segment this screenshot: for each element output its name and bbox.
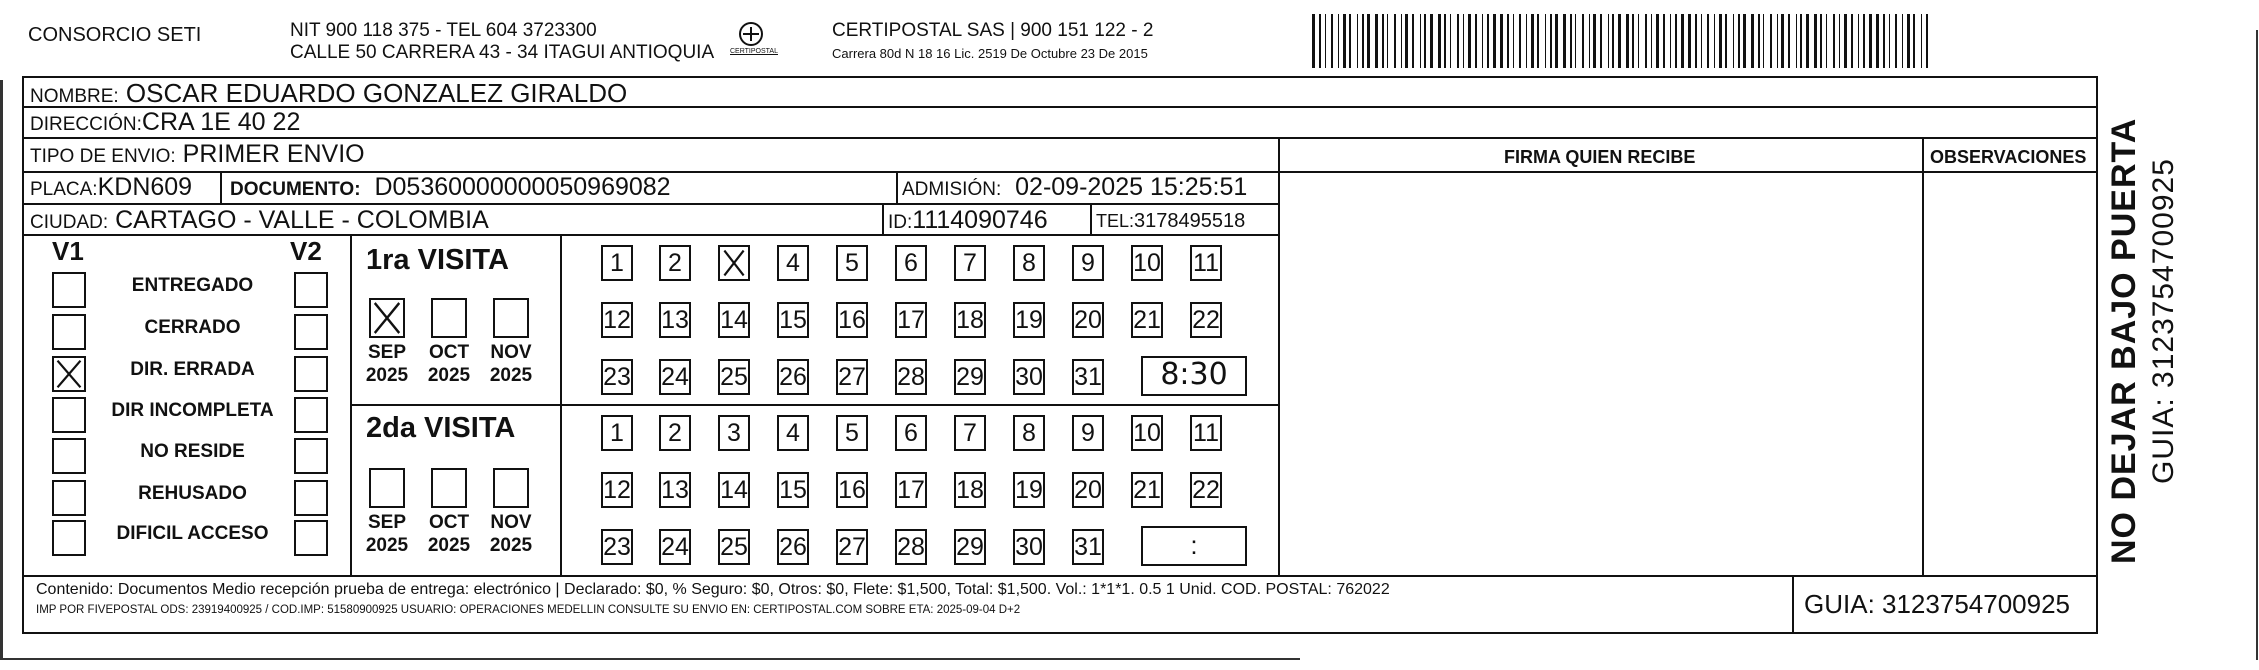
- ciudad-row: [30, 206, 489, 235]
- month-checkbox[interactable]: [369, 298, 405, 338]
- month-checkbox[interactable]: [431, 298, 467, 338]
- id-row: [888, 206, 1048, 235]
- day-box[interactable]: 6: [895, 415, 927, 451]
- day-box[interactable]: 7: [954, 415, 986, 451]
- status-label: DIR. ERRADA: [130, 359, 255, 380]
- day-box[interactable]: 29: [954, 529, 986, 565]
- status-label: NO RESIDE: [140, 441, 245, 462]
- placa-row: [30, 173, 192, 202]
- day-box[interactable]: 6: [895, 245, 927, 281]
- firma-header: FIRMA QUIEN RECIBE: [1504, 147, 1696, 167]
- day-box[interactable]: 30: [1013, 529, 1045, 565]
- v1-checkbox[interactable]: [52, 480, 86, 516]
- day-box[interactable]: 24: [659, 359, 691, 395]
- month-label: SEP: [367, 342, 407, 363]
- nombre-row: [30, 78, 627, 109]
- direccion-row: [30, 108, 300, 137]
- tipo-value: PRIMER ENVIO: [182, 140, 365, 168]
- v2-checkbox[interactable]: [294, 438, 328, 474]
- tel-label: TEL:: [1096, 211, 1135, 231]
- direccion-label: DIRECCIÓN:: [30, 114, 142, 135]
- status-label: DIR INCOMPLETA: [111, 400, 274, 421]
- v2-label: V2: [290, 236, 322, 266]
- col-line-tel: [1090, 203, 1092, 234]
- row-line: [22, 575, 2098, 577]
- day-box[interactable]: 17: [895, 302, 927, 338]
- direccion-value: CRA 1E 40 22: [141, 108, 301, 136]
- documento-row: [230, 173, 671, 202]
- day-box[interactable]: 13: [659, 472, 691, 508]
- day-box[interactable]: 18: [954, 472, 986, 508]
- guia-box: GUIA: 3123754700925: [1804, 589, 2070, 619]
- year-label: 2025: [365, 365, 409, 386]
- admision-label: ADMISIÓN:: [902, 179, 1002, 200]
- month-checkbox[interactable]: [493, 468, 529, 508]
- nombre-label: NOMBRE:: [30, 86, 119, 107]
- day-box[interactable]: 4: [777, 415, 809, 451]
- visit1-title: 1ra VISITA: [366, 244, 509, 276]
- day-box[interactable]: 7: [954, 245, 986, 281]
- day-box[interactable]: 14: [718, 472, 750, 508]
- tipo-label: TIPO DE ENVIO:: [30, 146, 176, 167]
- day-box[interactable]: 2: [659, 415, 691, 451]
- day-box[interactable]: 26: [777, 529, 809, 565]
- day-box[interactable]: 22: [1190, 472, 1222, 508]
- logo-text: CERTIPOSTAL: [730, 48, 778, 55]
- ciudad-label: CIUDAD:: [30, 212, 109, 233]
- status-label: CERRADO: [144, 317, 241, 338]
- v1-checkbox[interactable]: [52, 272, 86, 308]
- col-line-footer: [1792, 575, 1794, 634]
- year-label: 2025: [489, 535, 533, 556]
- day-box[interactable]: 4: [777, 245, 809, 281]
- day-box[interactable]: 23: [601, 359, 633, 395]
- day-box[interactable]: 13: [659, 302, 691, 338]
- month-label: OCT: [428, 512, 470, 533]
- v1-checkbox[interactable]: [52, 356, 86, 392]
- month-label: SEP: [367, 512, 407, 533]
- no-dejar-text: NO DEJAR BAJO PUERTA: [2105, 117, 2143, 564]
- day-box[interactable]: 14: [718, 302, 750, 338]
- day-box[interactable]: 10: [1131, 245, 1163, 281]
- status-label: DIFICIL ACCESO: [116, 523, 269, 544]
- day-box[interactable]: 19: [1013, 472, 1045, 508]
- id-value: 1114090746: [912, 206, 1048, 234]
- admision-row: [902, 173, 1247, 202]
- day-box[interactable]: 28: [895, 359, 927, 395]
- documento-value: D05360000000050969082: [374, 173, 671, 201]
- day-box[interactable]: 24: [659, 529, 691, 565]
- visit-divider: [350, 404, 1278, 406]
- company-name: CONSORCIO SETI: [28, 24, 202, 46]
- day-box[interactable]: 12: [601, 302, 633, 338]
- v2-checkbox[interactable]: [294, 397, 328, 433]
- month-label: OCT: [428, 342, 470, 363]
- day-box[interactable]: 31: [1072, 359, 1104, 395]
- time-field[interactable]: :: [1141, 526, 1247, 566]
- day-box[interactable]: 16: [836, 302, 868, 338]
- license-line: Carrera 80d N 18 16 Lic. 2519 De Octubre 23 De 2015: [832, 46, 1148, 61]
- month-label: NOV: [490, 342, 532, 363]
- nombre-value: OSCAR EDUARDO GONZALEZ GIRALDO: [125, 78, 628, 108]
- month-checkbox[interactable]: [369, 468, 405, 508]
- day-box[interactable]: 27: [836, 529, 868, 565]
- time-field[interactable]: 8:30: [1141, 356, 1247, 396]
- v2-checkbox[interactable]: [294, 480, 328, 516]
- v1-checkbox[interactable]: [52, 520, 86, 556]
- day-box[interactable]: 21: [1131, 302, 1163, 338]
- day-box[interactable]: 29: [954, 359, 986, 395]
- day-box[interactable]: 11: [1190, 415, 1222, 451]
- day-box[interactable]: 5: [836, 245, 868, 281]
- visit2-title: 2da VISITA: [366, 412, 516, 444]
- day-box[interactable]: 1: [601, 415, 633, 451]
- id-label: ID:: [888, 212, 913, 233]
- contenido-line: Contenido: Documentos Medio recepción prueba de entrega: electrónico | Declarado: $0, % Seguro: $0, Otros: $0, Flete: $1,500, Total: $1,500. Vol.: 1*1*1. 0.5 1 Unid. COD. POSTAL: 762022: [36, 581, 1390, 598]
- day-box[interactable]: 31: [1072, 529, 1104, 565]
- certipostal-logo: [728, 20, 778, 64]
- year-label: 2025: [365, 535, 409, 556]
- day-box[interactable]: 30: [1013, 359, 1045, 395]
- nit-line: NIT 900 118 375 - TEL 604 3723300: [290, 20, 597, 41]
- day-box[interactable]: 17: [895, 472, 927, 508]
- row-line: [22, 137, 2098, 139]
- documento-label: DOCUMENTO:: [230, 179, 361, 200]
- left-edge-line: [0, 80, 3, 660]
- placa-value: KDN609: [97, 173, 193, 201]
- day-box[interactable]: 9: [1072, 415, 1104, 451]
- day-box[interactable]: 19: [1013, 302, 1045, 338]
- col-line-observ: [1922, 137, 1924, 575]
- day-box[interactable]: 11: [1190, 245, 1222, 281]
- address-line: CALLE 50 CARRERA 43 - 34 ITAGUI ANTIOQUIA: [290, 42, 715, 63]
- admision-value: 02-09-2025 15:25:51: [1015, 173, 1248, 201]
- right-edge-line: [2256, 30, 2258, 660]
- day-box[interactable]: 1: [601, 245, 633, 281]
- day-box[interactable]: 12: [601, 472, 633, 508]
- v1-checkbox[interactable]: [52, 397, 86, 433]
- day-box[interactable]: [718, 245, 750, 281]
- day-box[interactable]: 3: [718, 415, 750, 451]
- col-line-placa: [220, 171, 222, 203]
- tipo-row: [30, 140, 365, 169]
- day-box[interactable]: 23: [601, 529, 633, 565]
- col-line-id: [882, 203, 884, 234]
- col-line-firma: [1278, 137, 1280, 575]
- year-label: 2025: [427, 535, 471, 556]
- day-box[interactable]: 26: [777, 359, 809, 395]
- day-box[interactable]: 2: [659, 245, 691, 281]
- tel-value: 3178495518: [1134, 210, 1246, 232]
- day-box[interactable]: 25: [718, 359, 750, 395]
- day-box[interactable]: 8: [1013, 415, 1045, 451]
- status-label: ENTREGADO: [131, 275, 254, 296]
- month-checkbox[interactable]: [431, 468, 467, 508]
- side-guia-text: GUIA: 3123754700925: [2147, 158, 2180, 484]
- v2-checkbox[interactable]: [294, 314, 328, 350]
- v2-checkbox[interactable]: [294, 356, 328, 392]
- year-label: 2025: [427, 365, 471, 386]
- day-box[interactable]: 5: [836, 415, 868, 451]
- imp-line: IMP POR FIVEPOSTAL ODS: 23919400925 / COD.IMP: 51580900925 USUARIO: OPERACIONES MEDELLIN CONSULTE SU ENVIO EN: CERTIPOSTAL.COM SOBRE ETA: 2025-09-04 D+2: [36, 604, 1021, 616]
- year-label: 2025: [489, 365, 533, 386]
- month-label: NOV: [490, 512, 532, 533]
- day-box[interactable]: 9: [1072, 245, 1104, 281]
- day-box[interactable]: 15: [777, 472, 809, 508]
- ciudad-value: CARTAGO - VALLE - COLOMBIA: [115, 206, 489, 234]
- month-checkbox[interactable]: [493, 298, 529, 338]
- day-box[interactable]: 27: [836, 359, 868, 395]
- day-box[interactable]: 16: [836, 472, 868, 508]
- bottom-edge-line: [0, 658, 1300, 660]
- tel-row: [1096, 210, 1245, 233]
- day-box[interactable]: 20: [1072, 302, 1104, 338]
- v1-checkbox[interactable]: [52, 314, 86, 350]
- day-box[interactable]: 8: [1013, 245, 1045, 281]
- placa-label: PLACA:: [30, 179, 98, 200]
- col-line-admision: [896, 171, 898, 203]
- day-box[interactable]: 25: [718, 529, 750, 565]
- barcode: [1312, 14, 1930, 68]
- v1-checkbox[interactable]: [52, 438, 86, 474]
- certipostal-line: CERTIPOSTAL SAS | 900 151 122 - 2: [832, 20, 1154, 41]
- v2-checkbox[interactable]: [294, 272, 328, 308]
- day-box[interactable]: 22: [1190, 302, 1222, 338]
- day-box[interactable]: 21: [1131, 472, 1163, 508]
- status-label: REHUSADO: [138, 483, 247, 504]
- day-box[interactable]: 15: [777, 302, 809, 338]
- v2-checkbox[interactable]: [294, 520, 328, 556]
- v1-label: V1: [52, 236, 84, 266]
- observaciones-header: OBSERVACIONES: [1930, 147, 2087, 167]
- day-box[interactable]: 18: [954, 302, 986, 338]
- day-box[interactable]: 28: [895, 529, 927, 565]
- day-box[interactable]: 10: [1131, 415, 1163, 451]
- day-box[interactable]: 20: [1072, 472, 1104, 508]
